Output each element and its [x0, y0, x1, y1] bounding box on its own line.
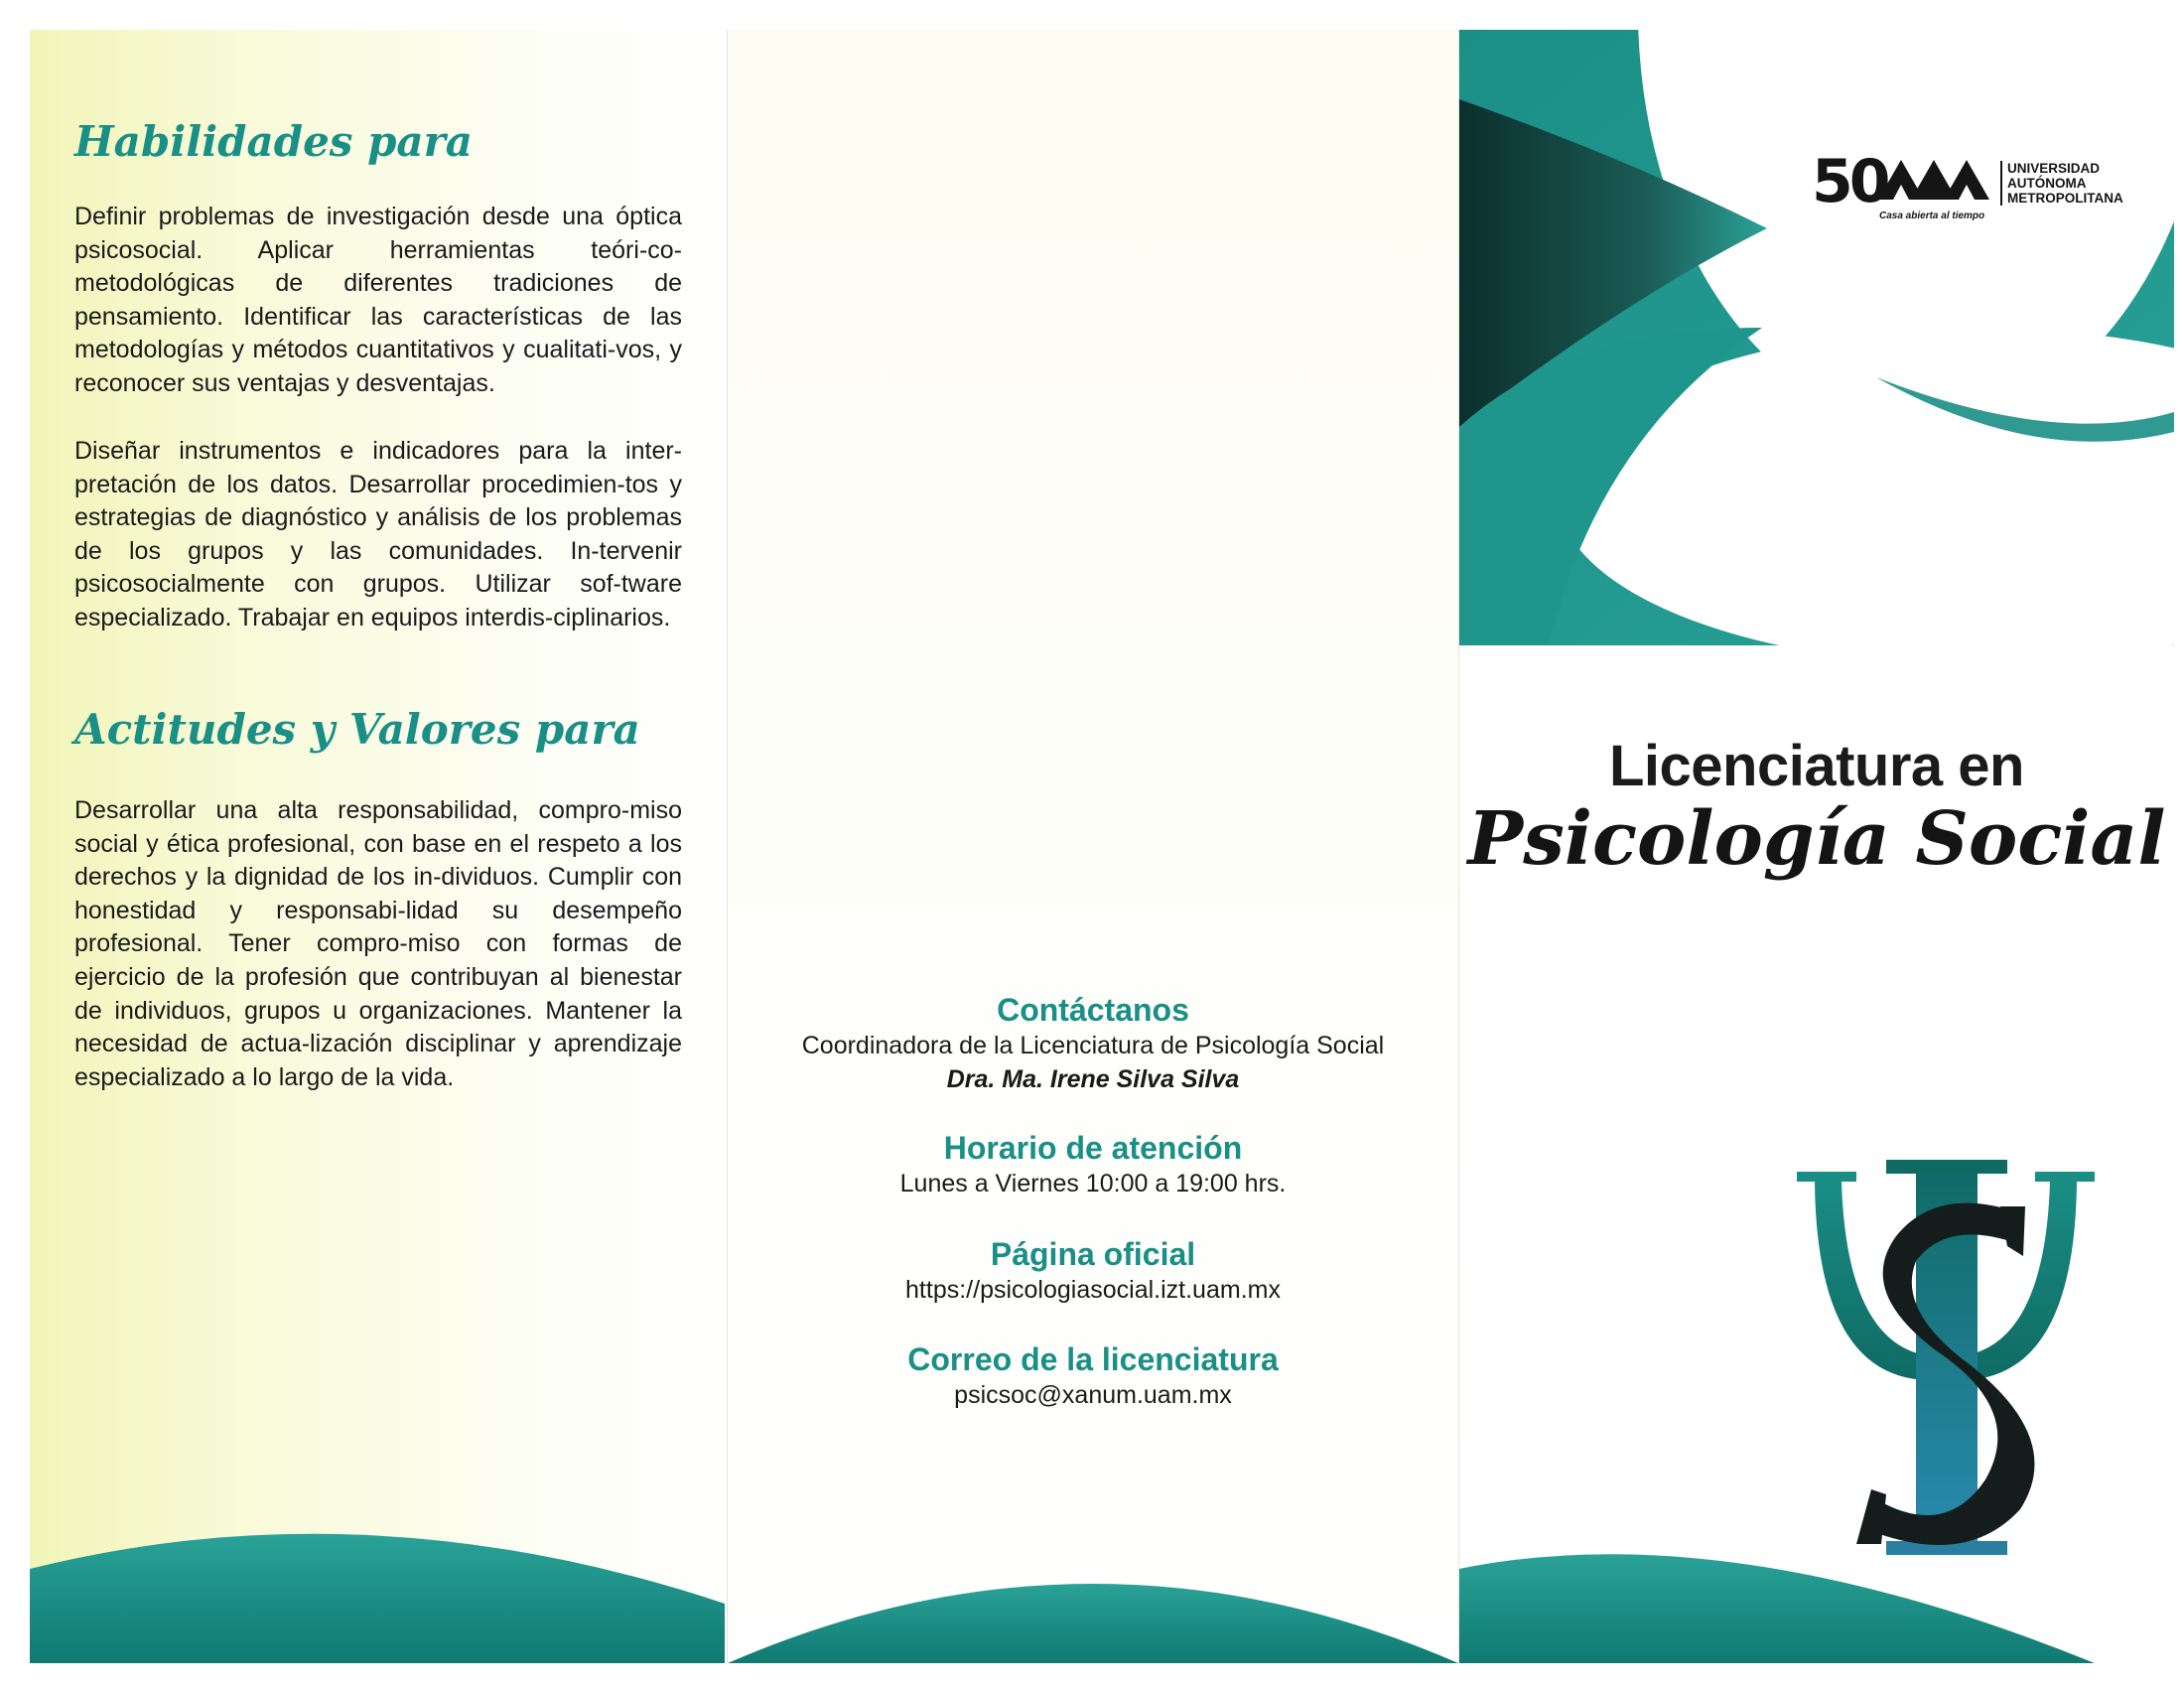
website-heading: Página oficial — [990, 1236, 1196, 1272]
university-line-3: METROPOLITANA — [2007, 191, 2123, 206]
panel-middle — [727, 30, 1459, 1663]
hours-value: Lunes a Viernes 10:00 a 19:00 hrs. — [899, 1170, 1287, 1197]
email-section — [728, 1340, 1458, 1412]
panel-left — [30, 30, 725, 1663]
actitudes-paragraph: Desarrollar una alta responsabilidad, compro-miso social y ética profesional, con base en el respeto a los derechos y la dignidad de los in-dividuos. Cumplir con honestidad y responsabi-lidad su desempeño profesional. Tener compro-miso con formas de ejercicio de la profesión que contribuyan al bienestar de individuos, grupos u organizaciones. Mantener la necesidad de actua-lización disciplinar y aprendizaje especializado a lo largo de la vida. — [74, 796, 682, 1091]
cover-teal-swoosh — [1459, 30, 2174, 645]
panel-right — [1459, 30, 2174, 1663]
hours-section — [728, 1129, 1458, 1200]
logo-tagline: Casa abierta al tiempo — [1879, 211, 1985, 221]
contact-role: Coordinadora de la Licenciatura de Psicología Social — [801, 1032, 1385, 1059]
uam-emblem-icon — [1873, 155, 1992, 205]
contact-section — [728, 991, 1458, 1096]
uam-logo — [1812, 149, 2149, 228]
email-link[interactable]: psicsoc@xanum.uam.mx — [954, 1381, 1232, 1409]
hours-heading: Horario de atención — [943, 1130, 1243, 1166]
contact-name: Dra. Ma. Irene Silva Silva — [946, 1065, 1240, 1093]
title-line-1: Licenciatura en — [1609, 734, 2024, 798]
anniversary-number: 50 — [1812, 147, 1887, 216]
website-section — [728, 1235, 1458, 1307]
university-name — [2000, 161, 2123, 206]
psi-s-monogram-icon — [1787, 1152, 2105, 1569]
contact-heading: Contáctanos — [997, 992, 1189, 1028]
habilidades-paragraph-1: Definir problemas de investigación desde una óptica psicosocial. Aplicar herramientas teóri-co-metodológicas de diferentes tradiciones de pensamiento. Identificar las características de las metodologías y métodos cuantitativos y cualitati-vos, y reconocer sus ventajas y desventajas. — [74, 203, 682, 397]
title-line-2: Psicología Social — [1467, 796, 2166, 882]
habilidades-title: Habilidades para — [74, 117, 473, 166]
bottom-wave-right — [1459, 1534, 2174, 1663]
bottom-wave-left — [30, 1494, 725, 1663]
university-line-1: UNIVERSIDAD — [2007, 161, 2101, 176]
actitudes-title: Actitudes y Valores para — [74, 705, 640, 754]
bottom-wave-middle — [728, 1524, 1458, 1663]
email-heading: Correo de la licenciatura — [907, 1341, 1279, 1377]
habilidades-paragraph-2: Diseñar instrumentos e indicadores para la inter-pretación de los datos. Desarrollar procedimien-tos y estrategias de diagnóstico y análisis de los problemas de los grupos y las comunidades. In-tervenir psicosocialmente con grupos. Utilizar sof-tware especializado. Trabajar en equipos interdis-ciplinarios. — [74, 437, 682, 632]
university-line-2: AUTÓNOMA — [2007, 176, 2087, 191]
website-link[interactable]: https://psicologiasocial.izt.uam.mx — [905, 1276, 1281, 1304]
